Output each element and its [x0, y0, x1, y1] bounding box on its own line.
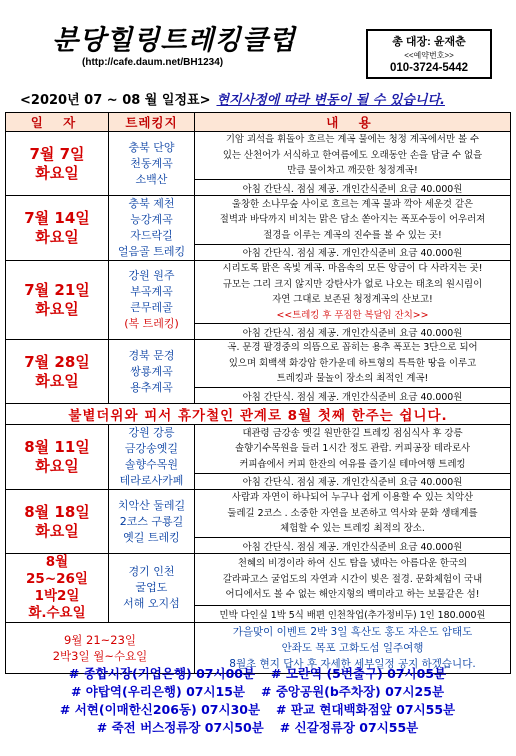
trip-description-line: 곡. 문경 팔경중의 의뜸으로 꼽히는 용추 폭포는 3단으로 되어	[227, 342, 478, 354]
trip-place	[109, 554, 195, 623]
trip-description	[195, 132, 511, 180]
trip-description	[195, 196, 511, 245]
trip-place-line: 경북 문경	[128, 348, 175, 362]
trip-row	[6, 554, 511, 606]
trip-date	[6, 490, 109, 554]
notice-row	[6, 404, 511, 425]
trip-place-line: 경기 인천	[128, 565, 175, 578]
trip-fee: 아침 간단식. 점심 제공. 개인간식준비 요금 40.000원	[195, 324, 511, 340]
trip-place-line: 큰무레골	[130, 301, 173, 314]
pickup-stop: # 판교 현대백화점앞 07시55분	[276, 702, 456, 717]
reservation-label: <<예약번호>>	[404, 51, 454, 60]
pickup-stop: # 신갈정류장 07시55분	[279, 720, 419, 735]
trip-place	[109, 132, 195, 196]
trip-place-line: 테라로사카페	[119, 474, 184, 487]
col-header-content: 내 용	[195, 113, 511, 132]
trip-row	[6, 340, 511, 388]
trip-description-line: 사람과 자연이 하나되어 누구나 쉽게 이용할 수 있는 치악산	[231, 492, 474, 504]
trip-description-line: 대관령 금강송 옛길 원만한길 트레킹 점심식사 후 강릉	[242, 427, 463, 439]
reservation-phone: 010-3724-5442	[389, 62, 468, 74]
trip-date-line: 화요일	[35, 300, 79, 318]
schedule-note: 현지사정에 따라 변동이 될 수 있습니다.	[216, 93, 445, 108]
trip-place-line: 충북 단양	[128, 140, 175, 154]
pickup-stop: # 죽전 버스정류장 07시50분	[96, 720, 264, 735]
trip-description-line: 천혜의 비경이라 하여 신도 탐을 냈따는 아름다운 한국의	[237, 558, 468, 570]
trip-date-line: 화요일	[35, 521, 79, 540]
trip-date-line: 화.수요일	[28, 605, 86, 621]
trip-description-extra: <<트레킹 후 푸짐한 복달임 잔치>>	[276, 309, 429, 321]
upcoming-event-date-line: 2박3일 월~수요일	[52, 649, 148, 663]
pickup-stop: # 종합시장(기업은행) 07시00분	[68, 666, 256, 681]
contact-box	[366, 29, 492, 79]
trip-date-line: 화요일	[35, 163, 79, 182]
trip-row	[6, 490, 511, 538]
trip-description-line: 절경을 이루는 계곡의 진수를 볼 수 있는 곳!	[263, 229, 442, 241]
trip-row	[6, 261, 511, 324]
club-title: 분당힐링트레킹클럽	[52, 25, 296, 56]
trip-description-line: 어디에서도 볼 수 없는 해안지형의 백미라고 하는 보물같은 섬!	[225, 589, 480, 601]
pickup-row	[5, 719, 510, 737]
trip-place	[109, 425, 195, 490]
trip-place	[109, 490, 195, 554]
pickup-stop: # 모란역 (5번출구) 07시05분	[271, 666, 447, 681]
upcoming-event-description-line: 안좌도 목포 고화도섬 일주여행	[281, 642, 424, 654]
trip-place-line: 충북 제천	[128, 197, 175, 210]
trip-description-line: 있는 산천어가 서식하고 한여름에도 오래동안 손을 담글 수 없을	[222, 149, 483, 161]
trip-date-line: 8월	[45, 554, 69, 570]
trip-description-line: 체험할 수 있는 트레킹 최적의 장소.	[280, 523, 425, 535]
trip-row	[6, 425, 511, 474]
trip-place-line: 소백산	[135, 172, 168, 186]
pickup-row	[5, 683, 510, 701]
trip-fee: 아침 간단식. 점심 제공. 개인간식준비 요금 40.000원	[195, 180, 511, 196]
pickup-row	[5, 701, 510, 719]
trip-description-line: 절벽과 바닥까지 비치는 맑은 담소 쏟아지는 폭포수등이 어우러져	[219, 214, 486, 226]
club-url[interactable]: (http://cafe.daum.net/BH1234)	[82, 57, 224, 68]
trip-description	[195, 261, 511, 324]
trip-date-line: 화요일	[35, 228, 79, 246]
trip-date-line: 화요일	[35, 457, 79, 475]
trip-description	[195, 490, 511, 538]
trip-place-line: 강원 원주	[128, 269, 175, 282]
trip-description-line: 규모는 그리 크지 않지만 강탄사가 없로 나오는 태초의 원시림이	[222, 278, 483, 290]
table-header-row	[6, 113, 511, 132]
trip-place-extra: (복 트레킹)	[124, 317, 179, 330]
trip-description	[195, 340, 511, 388]
trip-date	[6, 340, 109, 404]
trip-date-line: 7월 21일	[24, 281, 90, 299]
trip-description-line: 커피숍에서 커피 한잔의 여유를 즐기실 테마여행 트레킹	[239, 458, 466, 470]
trip-fee: 아침 간단식. 점심 제공. 개인간식준비 요금 40.000원	[195, 473, 511, 489]
trip-place-line: 솔향수목원	[124, 458, 179, 471]
trip-fee: 아침 간단식. 점심 제공. 개인간식준비 요금 40.000원	[195, 388, 511, 404]
trip-date-line: 25~26일	[26, 571, 88, 587]
trip-place-line: 강원 강릉	[128, 426, 175, 439]
trip-description-line: 둘레길 2코스 . 소중한 자연을 보존하고 역사와 문화 생태계를	[227, 507, 478, 519]
leader-name: 총 대장: 윤재춘	[392, 36, 466, 48]
trip-place	[109, 261, 195, 340]
pickup-stop: # 중앙공원(b주차장) 07시25분	[261, 684, 445, 699]
trip-fee: 민박 다인실 1박 5식 배편 인천착업(추가정비두) 1인 180.000원	[195, 605, 511, 622]
trip-description-line: 솔향기수목원을 들러 1시간 정도 관람. 커피공장 테라로사	[234, 443, 471, 455]
pickup-locations	[5, 665, 510, 737]
trip-description-line: 갈라파고스 굴업도의 자연과 시간이 빚은 절경. 문화체험이 국내	[222, 573, 483, 585]
trip-date-line: 7월 7일	[29, 144, 85, 163]
trip-date	[6, 196, 109, 261]
trip-place-line: 천동계곡	[130, 156, 173, 170]
trip-place-line: 능강계곡	[130, 213, 173, 226]
pickup-stop: # 야탑역(우리은행) 07시15분	[70, 684, 246, 699]
trip-date-line: 8월 18일	[24, 502, 90, 521]
trip-place-line: 굴업도	[135, 581, 168, 594]
pickup-row	[5, 665, 510, 683]
col-header-place: 트레킹지	[109, 113, 195, 132]
upcoming-event-description-line: 8월초 현지 답사 후 자세한 세부일정 공지 하겠습니다.	[229, 658, 476, 670]
trip-place-line: 2코스 구룡길	[119, 514, 184, 528]
schedule-heading	[20, 89, 500, 108]
trip-place	[109, 196, 195, 261]
trip-description	[195, 554, 511, 606]
trip-description-line: 트레킹과 물놀이 장소의 최적인 계곡!	[276, 373, 429, 385]
upcoming-event-date-line: 9월 21~23일	[63, 633, 137, 647]
trip-description-line: 기암 괴석을 휘돌아 흐르는 계곡 물에는 청정 계곡에서만 볼 수	[225, 134, 480, 146]
trip-place-line: 금강송옛길	[124, 442, 179, 455]
trip-date	[6, 554, 109, 623]
col-header-date: 일 자	[6, 113, 109, 132]
trip-place-line: 서해 오지섬	[123, 597, 180, 610]
trip-place-line: 부곡계곡	[130, 285, 173, 298]
upcoming-event-description-line: 가을맞이 이벤트 2박 3일 흑산도 홍도 자은도 암태도	[232, 626, 473, 638]
pickup-stop: # 서현(이매한신206동) 07시30분	[59, 702, 261, 717]
trip-date-line: 7월 14일	[24, 209, 90, 227]
trip-date-line: 7월 28일	[24, 352, 90, 371]
trip-place-line: 얼음골 트레킹	[117, 245, 186, 258]
trip-row	[6, 196, 511, 245]
trip-date-line: 8월 11일	[24, 438, 90, 456]
trip-fee: 아침 간단식. 점심 제공. 개인간식준비 요금 40.000원	[195, 538, 511, 554]
trip-date	[6, 261, 109, 340]
trip-place-line: 치악산 둘레길	[117, 498, 186, 512]
trip-description-line: 만큼 물이차고 깨끗한 청정계곡!	[287, 165, 418, 177]
trip-date	[6, 132, 109, 196]
closure-notice: 불볕더위와 피서 휴가철인 관계로 8월 첫째 한주는 쉽니다.	[6, 404, 511, 425]
trip-date-line: 1박2일	[34, 588, 80, 604]
trip-description-line: 자연 그대로 보존된 청정계곡의 산보고!	[272, 294, 433, 305]
trip-description-line: 울창한 소나무숲 사이로 흐르는 계곡 물과 깍아 세운것 같은	[231, 198, 474, 210]
trip-fee: 아침 간단식. 점심 제공. 개인간식준비 요금 40.000원	[195, 244, 511, 260]
schedule-title: <2020년 07 ~ 08 월 일정표>	[20, 93, 211, 108]
trip-description-line: 있으며 회백색 화강암 한가운데 하트형의 특특한 땅을 이루고	[228, 357, 477, 369]
trip-description	[195, 425, 511, 474]
trip-place-line: 쌍룡계곡	[130, 364, 173, 378]
trip-place-line: 자드락길	[130, 229, 173, 242]
trip-place	[109, 340, 195, 404]
trip-description-line: 시리도록 맑은 옥빛 계곡. 마음속의 모든 앙금이 다 사라지는 곳!	[222, 263, 483, 274]
trip-date-line: 화요일	[35, 371, 79, 390]
trip-place-line: 용추계곡	[130, 380, 173, 394]
schedule-table	[5, 112, 511, 674]
trip-date	[6, 425, 109, 490]
trip-row	[6, 132, 511, 180]
trip-place-line: 옛길 트레킹	[123, 530, 180, 544]
